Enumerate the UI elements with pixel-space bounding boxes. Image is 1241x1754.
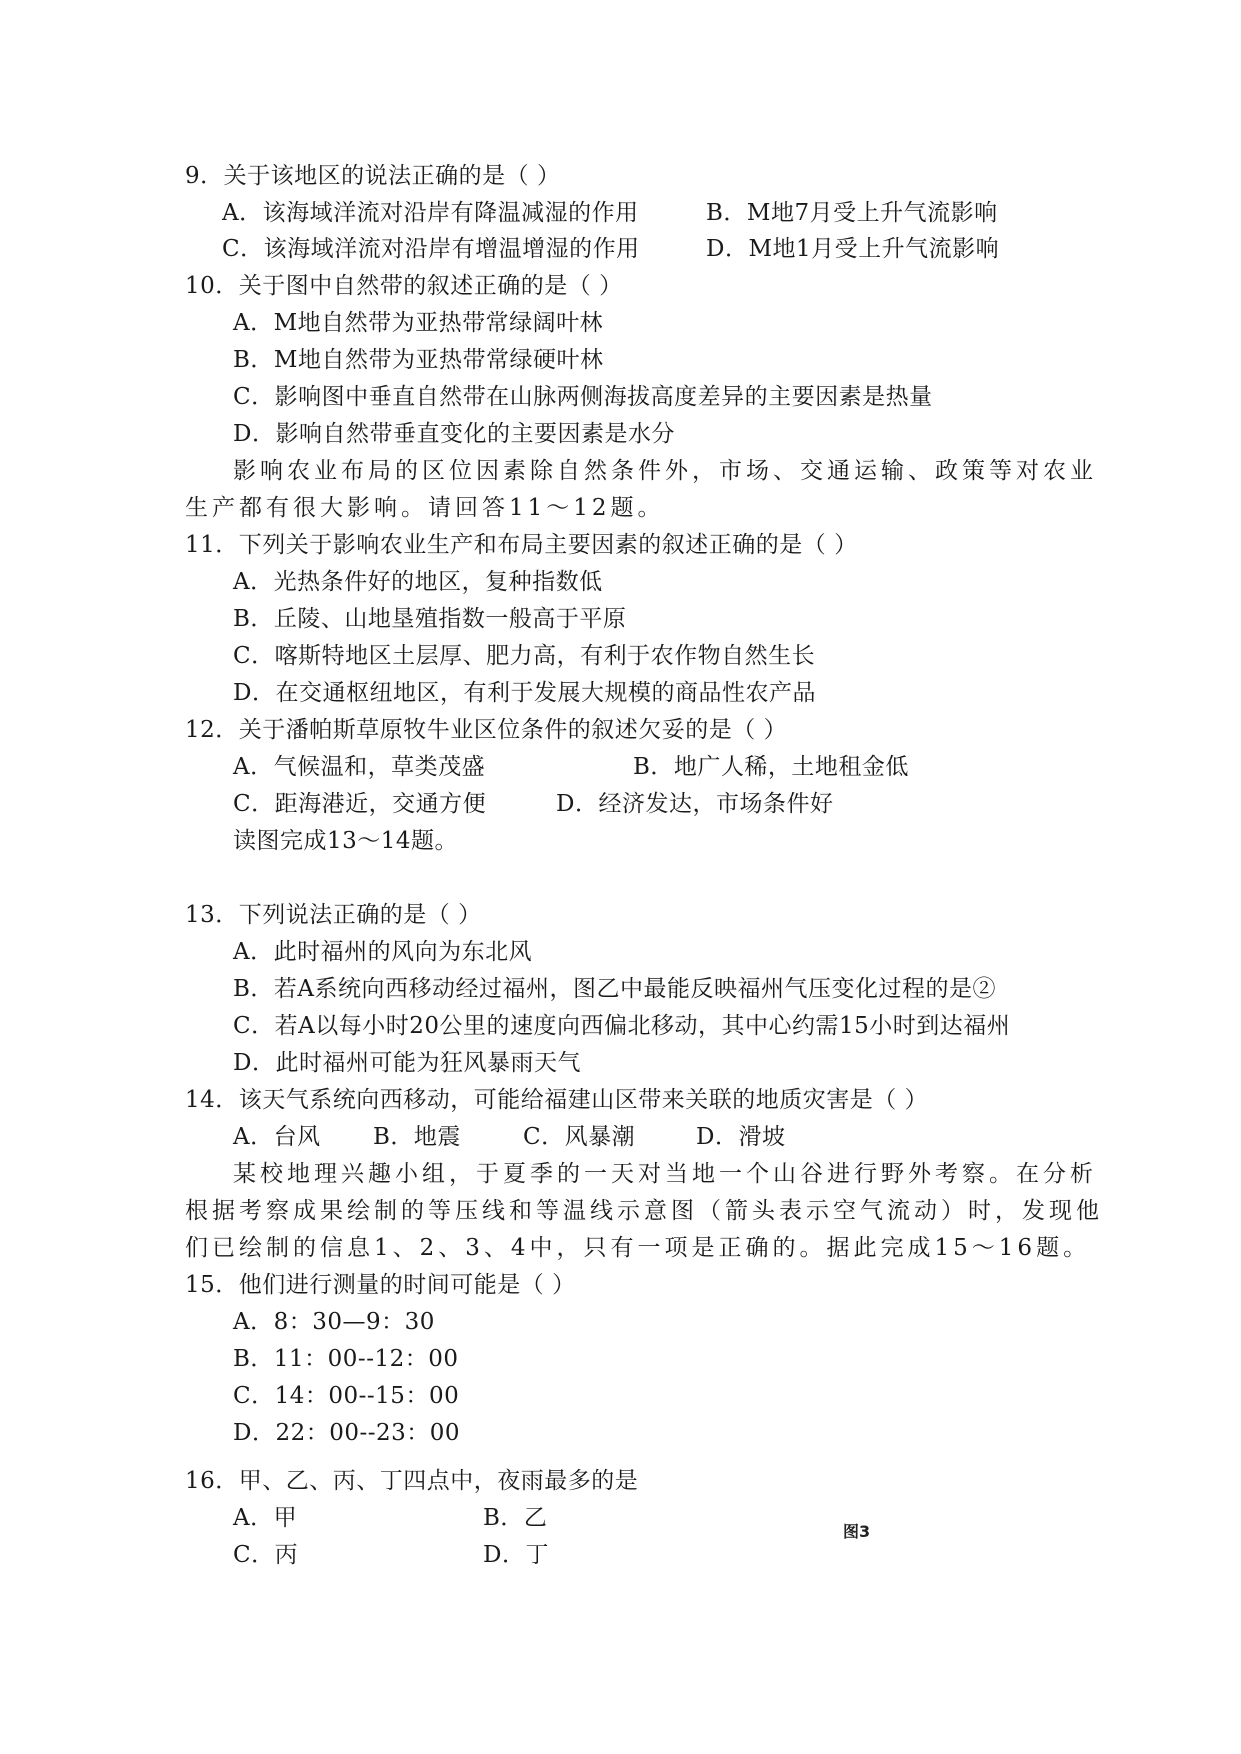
q12-option-b: B．地广人稀，土地租金低 — [633, 754, 909, 780]
q14-stem: 14．该天气系统向西移动，可能给福建山区带来关联的地质灾害是（ ） — [185, 1087, 929, 1113]
q9-option-b: B．M地7月受上升气流影响 — [706, 200, 998, 226]
q11-option-b: B．丘陵、山地垦殖指数一般高于平原 — [233, 606, 627, 632]
q11-stem: 11．下列关于影响农业生产和布局主要因素的叙述正确的是（ ） — [185, 532, 858, 558]
q14-option-d: D．滑坡 — [696, 1124, 786, 1150]
q10-option-d: D．影响自然带垂直变化的主要因素是水分 — [233, 421, 675, 447]
q16-option-c: C．丙 — [233, 1542, 299, 1568]
q15-stem: 15．他们进行测量的时间可能是（ ） — [185, 1272, 576, 1298]
q9-option-d: D．M地1月受上升气流影响 — [706, 236, 1000, 262]
passage3-line1: 某校地理兴趣小组，于夏季的一天对当地一个山谷进行野外考察。在分析 — [233, 1161, 1097, 1187]
q11-option-d: D．在交通枢纽地区，有利于发展大规模的商品性农产品 — [233, 680, 816, 706]
figure-label: 图3 — [843, 1522, 871, 1541]
q10-option-b: B．M地自然带为亚热带常绿硬叶林 — [233, 347, 604, 373]
passage1-line1: 影响农业布局的区位因素除自然条件外，市场、交通运输、政策等对农业 — [233, 458, 1097, 484]
q15-option-d: D．22：00--23：00 — [233, 1420, 461, 1446]
q10-option-c: C．影响图中垂直自然带在山脉两侧海拔高度差异的主要因素是热量 — [233, 384, 933, 410]
q14-option-a: A．台风 — [233, 1124, 321, 1150]
q15-option-c: C．14：00--15：00 — [233, 1383, 460, 1409]
q10-option-a: A．M地自然带为亚热带常绿阔叶林 — [233, 310, 604, 336]
q13-option-b: B．若A系统向西移动经过福州，图乙中最能反映福州气压变化过程的是② — [233, 976, 997, 1002]
q13-stem: 13．下列说法正确的是（ ） — [185, 902, 482, 928]
q10-stem: 10．关于图中自然带的叙述正确的是（ ） — [185, 273, 623, 299]
q16-stem: 16．甲、乙、丙、丁四点中，夜雨最多的是 — [185, 1468, 639, 1494]
q16-option-d: D．丁 — [483, 1542, 549, 1568]
q11-option-c: C．喀斯特地区土层厚、肥力高，有利于农作物自然生长 — [233, 643, 816, 669]
q9-option-a: A．该海域洋流对沿岸有降温减湿的作用 — [222, 200, 639, 226]
passage1-line2: 生产都有很大影响。请回答11～12题。 — [185, 495, 665, 521]
q9-option-c: C．该海域洋流对沿岸有增温增湿的作用 — [222, 236, 640, 262]
q15-option-a: A．8：30—9：30 — [233, 1309, 435, 1335]
q11-option-a: A．光热条件好的地区，复种指数低 — [233, 569, 603, 595]
passage3-line3: 们已绘制的信息1、2、3、4中，只有一项是正确的。据此完成15～16题。 — [185, 1235, 1091, 1261]
q12-option-d: D．经济发达，市场条件好 — [556, 791, 834, 817]
q13-option-d: D．此时福州可能为狂风暴雨天气 — [233, 1050, 581, 1076]
q14-option-c: C．风暴潮 — [523, 1124, 636, 1150]
passage2-line1: 读图完成13～14题。 — [233, 828, 459, 854]
q12-stem: 12．关于潘帕斯草原牧牛业区位条件的叙述欠妥的是（ ） — [185, 717, 788, 743]
q12-option-c: C．距海港近，交通方便 — [233, 791, 487, 817]
q9-stem: 9．关于该地区的说法正确的是（ ） — [185, 163, 561, 189]
q14-option-b: B．地震 — [373, 1124, 461, 1150]
q13-option-c: C．若A以每小时20公里的速度向西偏北移动，其中心约需15小时到达福州 — [233, 1013, 1011, 1039]
passage3-line2: 根据考察成果绘制的等压线和等温线示意图（箭头表示空气流动）时，发现他 — [185, 1198, 1103, 1224]
q16-option-a: A．甲 — [233, 1505, 298, 1531]
q16-option-b: B．乙 — [483, 1505, 548, 1531]
q12-option-a: A．气候温和，草类茂盛 — [233, 754, 486, 780]
q15-option-b: B．11：00--12：00 — [233, 1346, 459, 1372]
q13-option-a: A．此时福州的风向为东北风 — [233, 939, 533, 965]
